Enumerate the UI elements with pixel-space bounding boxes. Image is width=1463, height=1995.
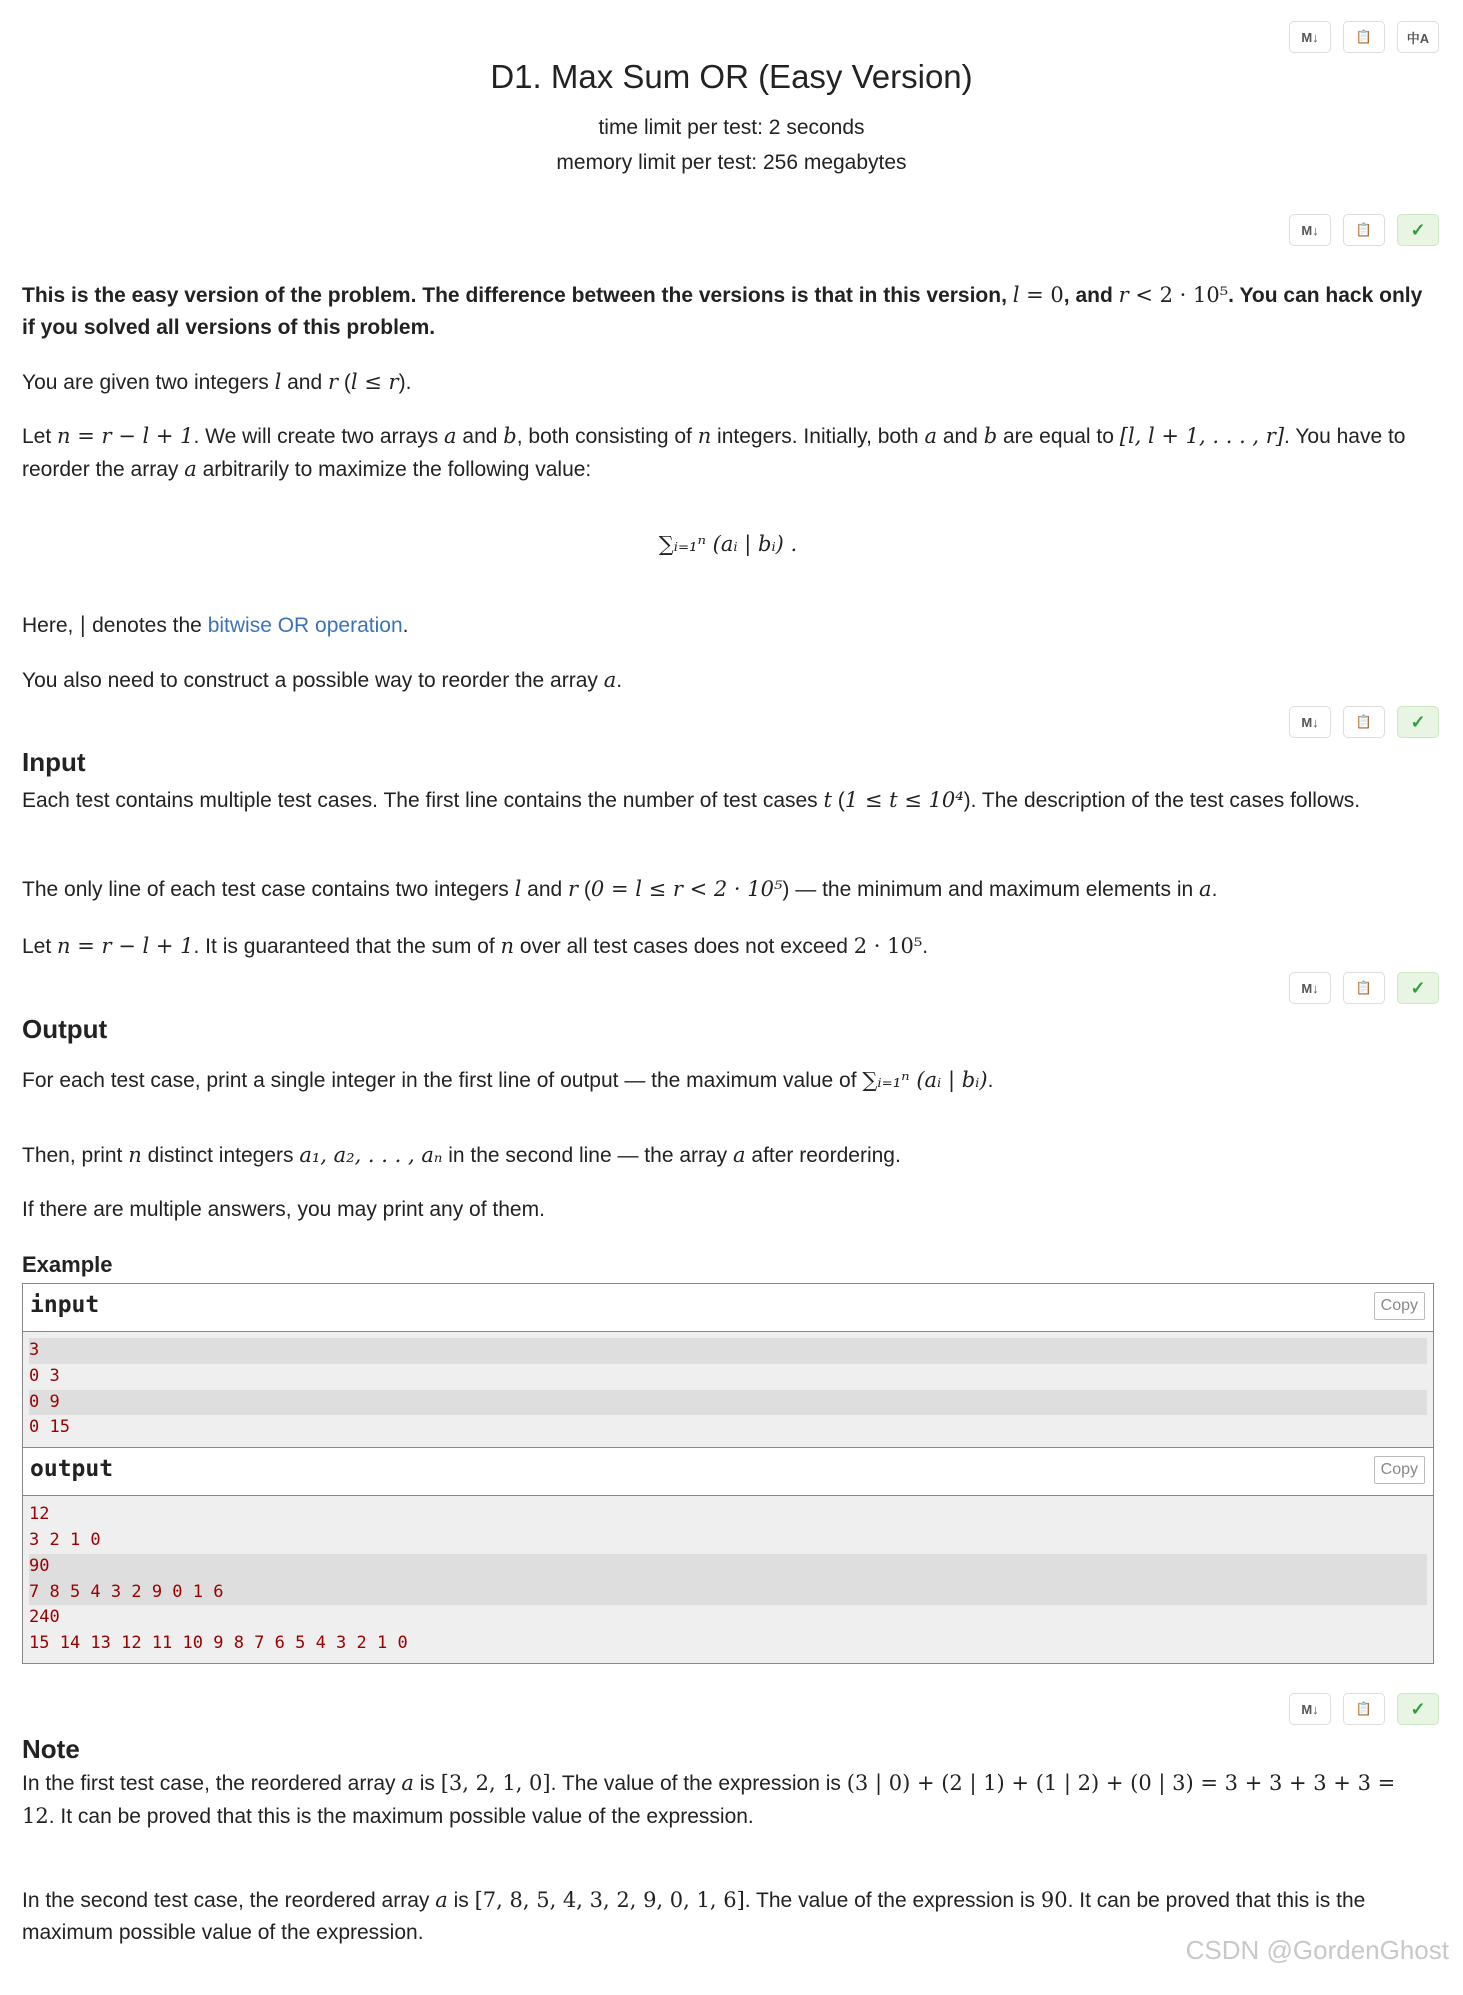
math: a₁, a₂, . . . , aₙ xyxy=(299,1143,443,1167)
time-limit: time limit per test: 2 seconds xyxy=(598,116,865,139)
bitwise-or-link[interactable]: bitwise OR operation xyxy=(207,614,403,637)
math: a xyxy=(603,668,617,692)
watermark: CSDN @GordenGhost xyxy=(1185,1935,1449,1965)
text: For each test case, print a single integer in the first line of output — the maximum value of xyxy=(22,1069,863,1092)
text: and xyxy=(521,878,569,901)
output-paragraph xyxy=(22,1064,1434,1097)
example-line: 0 15 xyxy=(29,1417,70,1438)
bold-text: , and xyxy=(1063,284,1119,307)
math: l xyxy=(1012,283,1020,307)
text: ). The description of the test cases follows. xyxy=(963,789,1361,812)
math: | xyxy=(79,613,87,637)
text: distinct integers xyxy=(141,1144,300,1167)
translate-check-button[interactable]: ✓ xyxy=(1397,1693,1439,1725)
text: Here, xyxy=(22,614,80,637)
input-label: input xyxy=(30,1292,100,1318)
text: in the second line — the array xyxy=(442,1144,734,1167)
math: a xyxy=(401,1771,414,1795)
memory-limit: memory limit per test: 256 megabytes xyxy=(556,151,907,174)
text: ) — the minimum and maximum elements in xyxy=(782,878,1200,901)
math: ∑ᵢ₌₁ⁿ (aᵢ | bᵢ) xyxy=(862,1068,988,1092)
math: ∑ᵢ₌₁ⁿ (aᵢ | bᵢ) . xyxy=(658,532,798,556)
input-paragraph xyxy=(22,873,1434,906)
sum-formula xyxy=(22,528,1434,560)
math: [7, 8, 5, 4, 3, 2, 9, 0, 1, 6] xyxy=(474,1888,745,1912)
input-header xyxy=(23,1284,1433,1332)
markdown-button[interactable]: M↓ xyxy=(1289,21,1331,53)
translate-check-button[interactable]: ✓ xyxy=(1397,706,1439,738)
math: a xyxy=(733,1143,746,1167)
text: . The value of the expression is xyxy=(744,1889,1041,1912)
copy-button[interactable]: 📋 xyxy=(1343,214,1385,246)
example-line: 240 xyxy=(29,1607,60,1628)
input-toolbar xyxy=(1289,706,1439,738)
example-line: 3 2 1 0 xyxy=(29,1529,101,1550)
math: l ≤ r xyxy=(350,370,399,394)
example-line: 0 9 xyxy=(29,1390,1427,1416)
copy-button[interactable]: 📋 xyxy=(1343,21,1385,53)
text: The only line of each test case contains two integers xyxy=(22,878,515,901)
example-line: 12 xyxy=(29,1504,50,1525)
legend-paragraph xyxy=(22,609,1434,642)
math: n xyxy=(128,1143,142,1167)
text: . xyxy=(616,669,623,692)
math: r xyxy=(568,877,579,901)
math: l xyxy=(274,370,282,394)
text: and xyxy=(456,425,504,448)
text: over all test cases does not exceed xyxy=(514,935,854,958)
text: Then, print xyxy=(22,1144,129,1167)
math: r xyxy=(328,370,339,394)
text: . We will create two arrays xyxy=(193,425,445,448)
text: ( xyxy=(578,878,591,901)
text: ( xyxy=(338,371,351,394)
text: . xyxy=(1211,878,1218,901)
bold-text: This is the easy version of the problem. The difference between the versions is that in this version, xyxy=(22,284,1013,307)
text: is xyxy=(447,1889,475,1912)
example-line: 3 xyxy=(29,1338,1427,1364)
copy-output-button[interactable]: Copy xyxy=(1374,1456,1425,1484)
markdown-button[interactable]: M↓ xyxy=(1289,214,1331,246)
example-box xyxy=(22,1283,1434,1664)
math: a xyxy=(444,424,457,448)
legend-paragraph xyxy=(22,664,1434,697)
math: r xyxy=(1118,283,1129,307)
legend-paragraph xyxy=(22,366,1434,399)
text: ). xyxy=(398,371,412,394)
input-body xyxy=(23,1332,1433,1448)
translate-button[interactable]: 中A xyxy=(1397,21,1439,53)
translate-check-button[interactable]: ✓ xyxy=(1397,972,1439,1004)
math: b xyxy=(983,424,998,448)
input-heading: Input xyxy=(22,747,86,777)
bold-text: . You can hack only if you solved all versions of this problem. xyxy=(22,284,1423,339)
text: after reordering. xyxy=(745,1144,901,1167)
text: . xyxy=(922,935,929,958)
text: denotes the xyxy=(86,614,208,637)
output-header xyxy=(23,1448,1433,1496)
text: . xyxy=(987,1069,994,1092)
math: n xyxy=(500,934,515,958)
text: ( xyxy=(831,789,845,812)
example-line: 0 3 xyxy=(29,1365,60,1386)
text: . You have to reorder the array xyxy=(22,425,1406,481)
output-paragraph xyxy=(22,1194,1434,1226)
text: , both consisting of xyxy=(516,425,698,448)
text: . It is guaranteed that the sum of xyxy=(193,935,501,958)
text: . The value of the expression is xyxy=(550,1772,847,1795)
text: arbitrarily to maximize the following value: xyxy=(196,458,592,481)
text: and xyxy=(936,425,984,448)
input-paragraph xyxy=(22,930,1434,963)
problem-title: D1. Max Sum OR (Easy Version) xyxy=(490,58,973,95)
note-heading: Note xyxy=(22,1734,80,1764)
note-toolbar xyxy=(1289,1693,1439,1725)
example-line: 15 14 13 12 11 10 9 8 7 6 5 4 3 2 1 0 xyxy=(29,1633,408,1654)
markdown-button[interactable]: M↓ xyxy=(1289,706,1331,738)
math: t xyxy=(823,788,832,812)
text: You also need to construct a possible way to reorder the array xyxy=(22,669,604,692)
text: . It can be proved that this is the maximum possible value of the expression. xyxy=(48,1805,754,1828)
text: is xyxy=(413,1772,441,1795)
note-paragraph xyxy=(22,1767,1434,1833)
legend-paragraph xyxy=(22,420,1434,486)
output-label: output xyxy=(30,1456,114,1483)
math: 0 = l ≤ r < 2 · 10⁵ xyxy=(590,877,783,901)
math: a xyxy=(184,457,197,481)
text: Each test contains multiple test cases. The first line contains the number of test cases xyxy=(22,789,824,812)
output-body xyxy=(23,1496,1433,1663)
math: a xyxy=(435,1888,448,1912)
math: b xyxy=(503,424,517,448)
markdown-button[interactable]: M↓ xyxy=(1289,1693,1331,1725)
translate-check-button[interactable]: ✓ xyxy=(1397,214,1439,246)
math: [3, 2, 1, 0] xyxy=(440,1771,551,1795)
math: a xyxy=(1199,877,1212,901)
text: In the second test case, the reordered array xyxy=(22,1889,436,1912)
output-heading: Output xyxy=(22,1014,108,1044)
math: l xyxy=(514,877,522,901)
output-toolbar xyxy=(1289,972,1439,1004)
math: = 0 xyxy=(1019,283,1064,307)
text: . xyxy=(402,614,409,637)
math: 90 xyxy=(1040,1888,1068,1912)
text: In the first test case, the reordered array xyxy=(22,1772,402,1795)
text: Let xyxy=(22,425,58,448)
markdown-button[interactable]: M↓ xyxy=(1289,972,1331,1004)
copy-button[interactable]: 📋 xyxy=(1343,706,1385,738)
math: n = r − l + 1 xyxy=(57,424,194,448)
text: Let xyxy=(22,935,58,958)
math: n = r − l + 1 xyxy=(57,934,194,958)
math: n xyxy=(697,424,712,448)
text: If there are multiple answers, you may print any of them. xyxy=(22,1198,545,1221)
text: are equal to xyxy=(997,425,1120,448)
text: and xyxy=(281,371,328,394)
math: (3 | 0) + (2 | 1) + (1 | 2) + (0 | 3) = 3 + 3 + 3 + 3 = 12 xyxy=(22,1771,1396,1828)
copy-button[interactable]: 📋 xyxy=(1343,972,1385,1004)
math: < 2 · 10⁵ xyxy=(1128,283,1229,307)
text: You are given two integers xyxy=(22,371,275,394)
copy-input-button[interactable]: Copy xyxy=(1374,1292,1425,1320)
math: 1 ≤ t ≤ 10⁴ xyxy=(844,788,964,812)
easy-version-notice xyxy=(22,279,1434,344)
math: 2 · 10⁵ xyxy=(853,934,923,958)
copy-button[interactable]: 📋 xyxy=(1343,1693,1385,1725)
header-toolbar xyxy=(1289,21,1439,53)
legend-toolbar xyxy=(1289,214,1439,246)
example-heading: Example xyxy=(22,1252,113,1277)
input-paragraph xyxy=(22,784,1434,817)
math: [l, l + 1, . . . , r] xyxy=(1119,424,1285,448)
output-paragraph xyxy=(22,1139,1434,1172)
example-line: 7 8 5 4 3 2 9 0 1 6 xyxy=(29,1580,1427,1606)
example-line: 90 xyxy=(29,1554,1427,1580)
text: . It can be proved that this is the maximum possible value of the expression. xyxy=(22,1889,1366,1944)
math: a xyxy=(924,424,937,448)
text: integers. Initially, both xyxy=(711,425,925,448)
